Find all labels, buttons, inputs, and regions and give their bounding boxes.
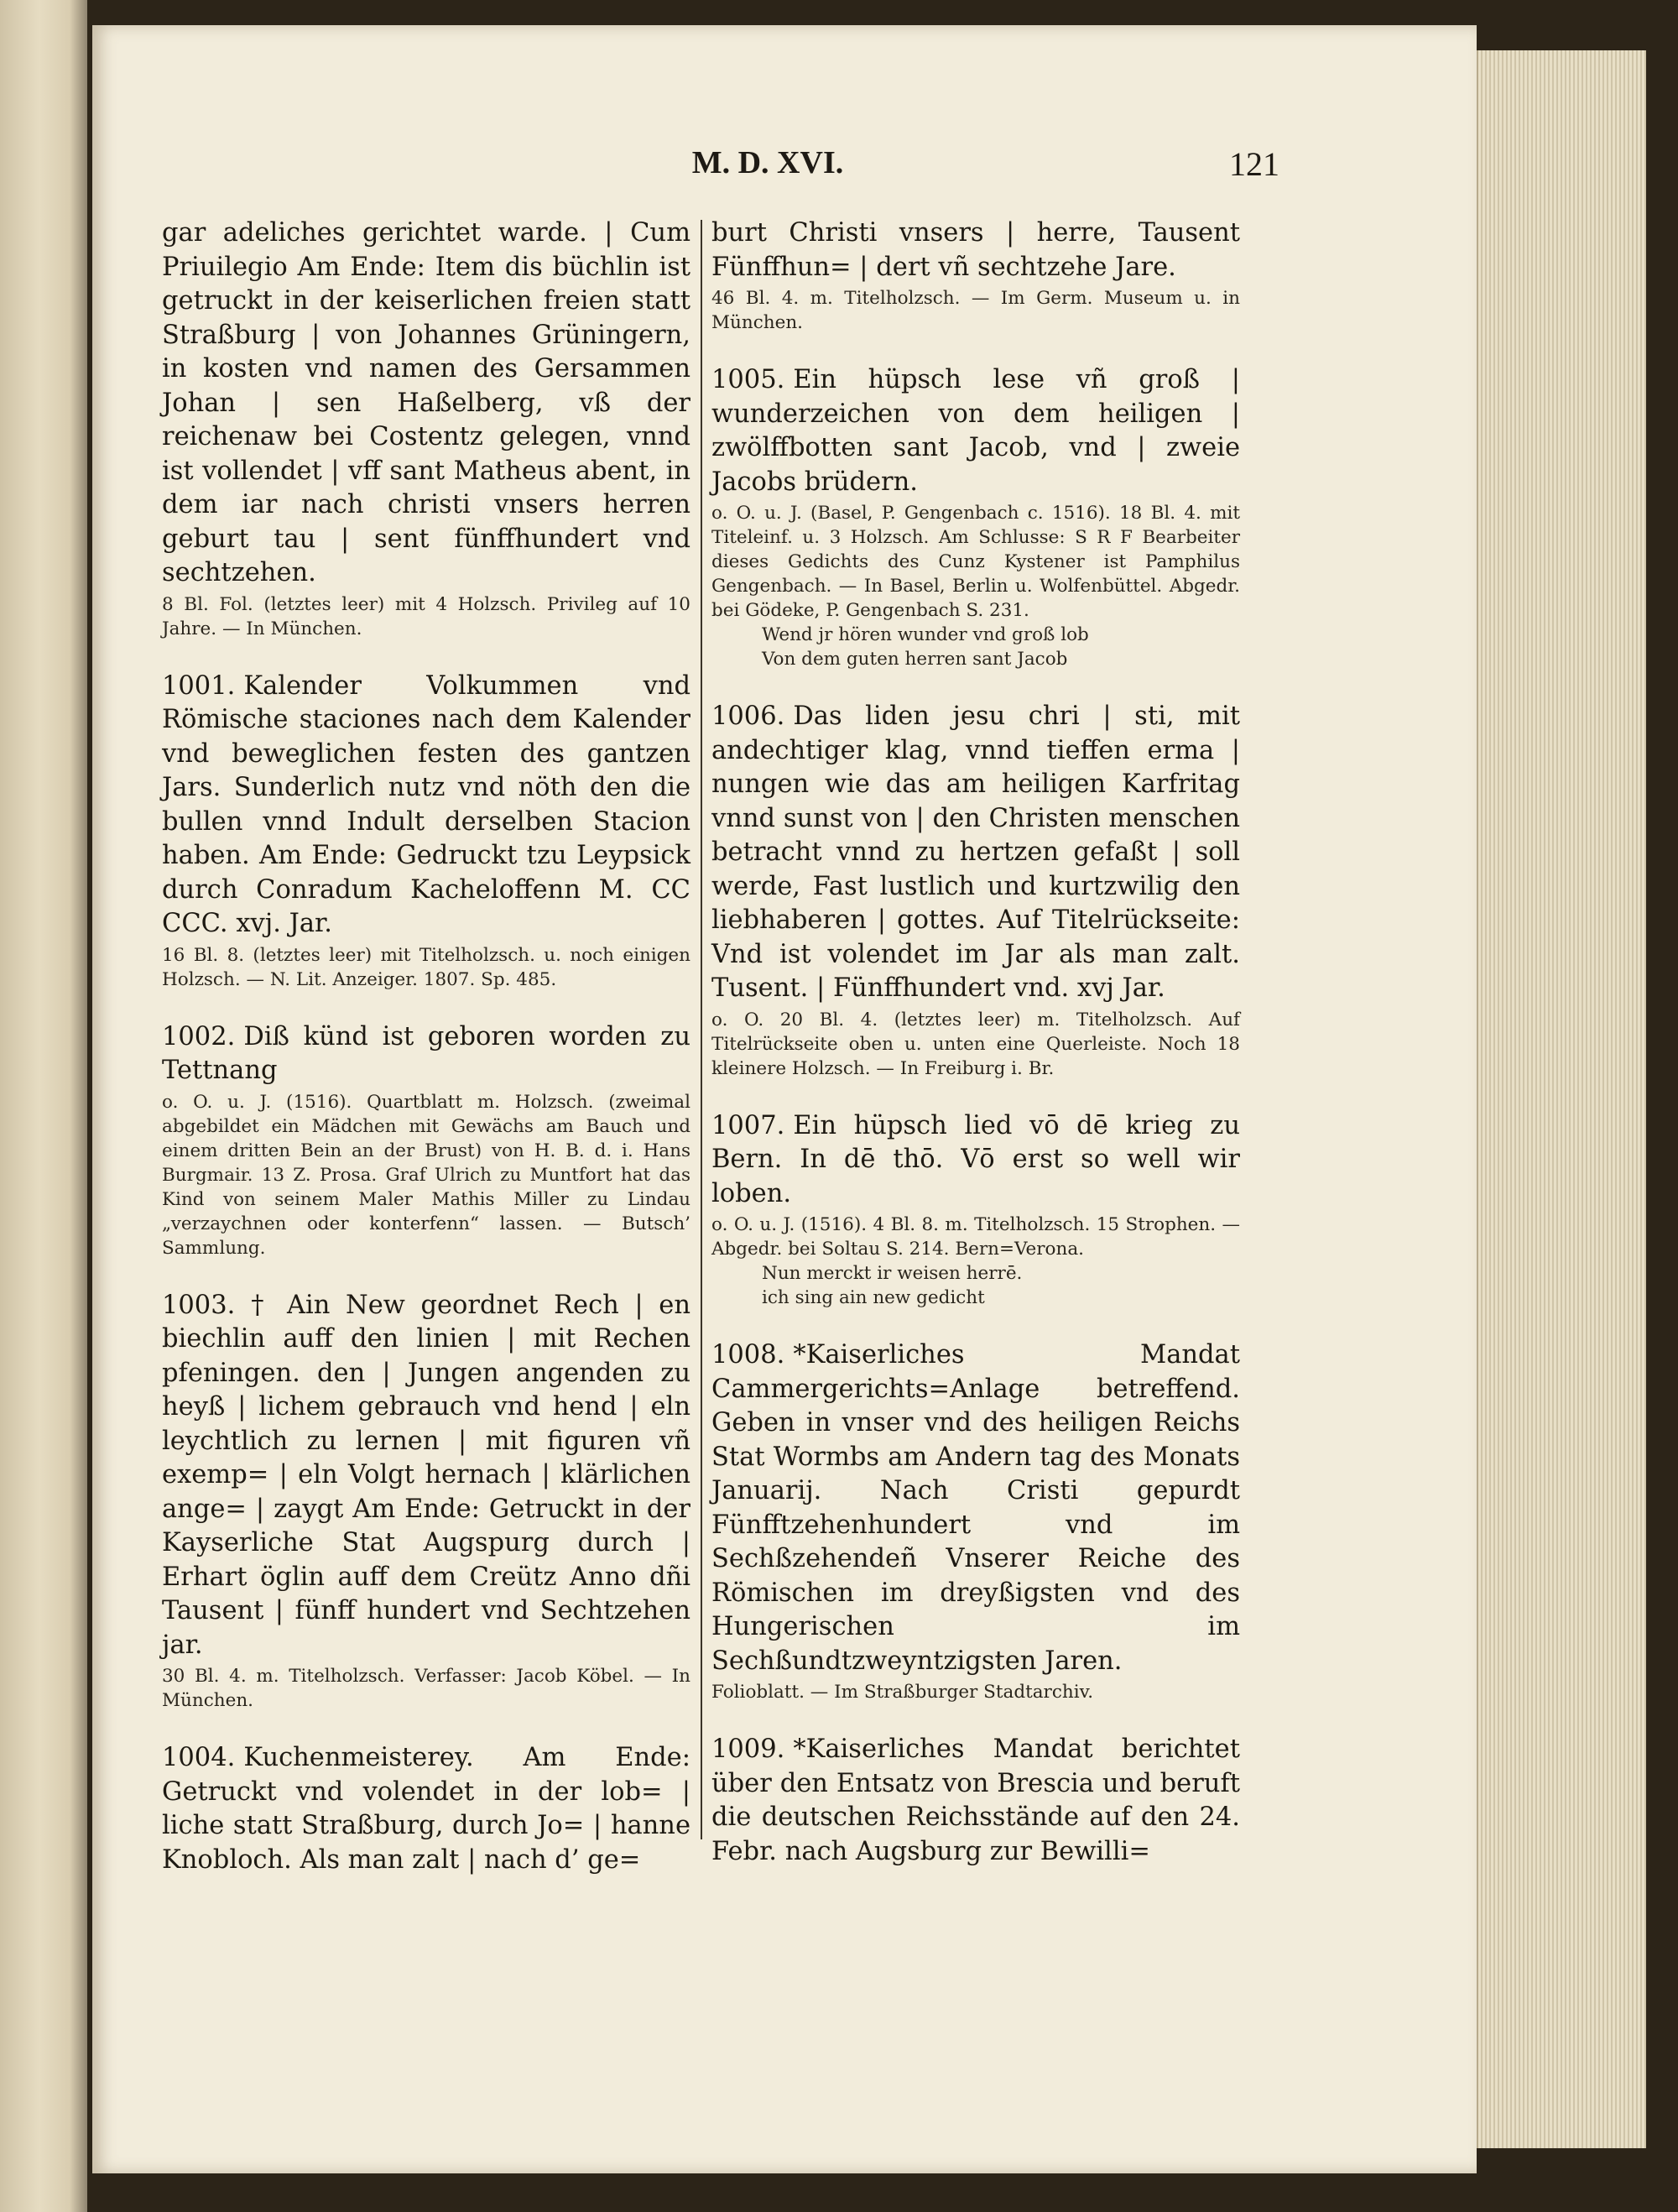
entry-note: 8 Bl. Fol. (letztes leer) mit 4 Holzsch. Privileg auf 10 Jahre. — In München. [162,593,690,639]
entry-number: 1006. [711,702,785,731]
entry-text: *Kaiserliches Mandat Cammergerichts=Anlage betreffend. Geben in vnser vnd des heiligen Reichs Stat Wormbs am Andern tag des Monats Januarij. Nach Cristi gepurdt Fünfftzehenhundert vnd im Sechßzehendeñ Vnserer Reiche des Römischen im dreyßigsten vnd des Hungerischen im Sechßundtzweyntzigsten Jaren. [711,1340,1240,1676]
entry-1004 [162,1741,690,1877]
running-title: M. D. XVI. [691,145,844,180]
entry-note: o. O. u. J. (1516). 4 Bl. 8. m. Titelholzsch. 15 Strophen. — Abgedr. bei Soltau S. 214. Bern=Verona. [711,1214,1240,1260]
entry-continued [711,217,1240,335]
entry-text: † Ain New geordnet Rech | en biechlin auff den linien | mit Rechen pfeningen. den | Jungen angenden zu heyß | lichem gebrauch vnd hend | eln leychtlich zu lernen | mit figuren vñ exemp= | eln Volgt hernach | klärlichen ange= | zaygt Am Ende: Getruckt in der Kayserliche Stat Augspurg durch | Erhart öglin auff dem Creütz Anno dñi Tausent | fünff hundert vnd Sechtzehen jar. [162,1290,690,1660]
entry-number: 1004. [162,1743,236,1772]
entry-1003 [162,1289,690,1714]
facing-page-edge [0,0,87,2212]
verse-line: Nun merckt ir weisen herrē. [762,1263,1023,1284]
entry-text: Das liden jesu chri | sti, mit andechtiger klag, vnnd tieffen erma | nungen wie das am heiligen Karfritag vnnd sunst von | den Christen menschen betracht vnnd zu hertzen gefaßt | soll werde, Fast lustlich und kurtzwilig den liebhaberen | gottes. Auf Titelrückseite: Vnd ist volendet im Jar als man zalt. Tusent. | Fünffhundert vnd. xvj Jar. [711,702,1240,1003]
entry-1009 [711,1733,1240,1869]
entry-number: 1005. [711,365,785,394]
entry-1001 [162,670,690,992]
verse-line: Von dem guten herren sant Jacob [762,649,1068,670]
left-column [162,217,690,1906]
entry-number: 1008. [711,1340,785,1369]
entry-1006 [711,700,1240,1081]
entry-text: Ein hüpsch lese vñ groß | wunderzeichen von dem heiligen | zwölffbotten sant Jacob, vnd | zweie Jacobs brüdern. [711,365,1240,497]
entry-note: o. O. u. J. (Basel, P. Gengenbach c. 1516). 18 Bl. 4. mit Titeleinf. u. 3 Holzsch. Am Schlusse: S R F Bearbeiter dieses Gedichts des Cunz Kystener ist Pamphilus Gengenbach. — In Basel, Berlin u. Wolfenbüttel. Abgedr. bei Gödeke, P. Gengenbach S. 231. [711,503,1240,621]
entry-number: 1007. [711,1110,785,1140]
entry-continued [162,217,690,641]
entry-text: gar adeliches gerichtet warde. | Cum Priuilegio Am Ende: Item dis büchlin ist getruckt in der keiserlichen freien statt Straßburg | von Johannes Grüningern, in kosten vnd namen des Gersammen Johan | sen Haßelberg, vß der reichenaw bei Costentz gelegen, vnnd ist vollendet | vff sant Matheus abent, in dem iar nach christi vnsers herren geburt tau | sent fünffhundert vnd sechtzehen. [162,218,690,587]
entry-number: 1009. [711,1735,785,1764]
entry-1005 [711,363,1240,671]
entry-note: 16 Bl. 8. (letztes leer) mit Titelholzsch. u. noch einigen Holzsch. — N. Lit. Anzeiger. 1807. Sp. 485. [162,944,690,990]
entry-1007 [711,1109,1240,1311]
column-divider [701,220,702,1839]
entry-text: Diß künd ist geboren worden zu Tettnang [162,1021,690,1085]
entry-1002 [162,1020,690,1260]
page-stack-edge [1477,50,1646,2148]
entry-number: 1001. [162,670,236,701]
entry-1008 [711,1338,1240,1704]
right-column [711,217,1240,1897]
running-header [92,144,1477,195]
entry-note: Folioblatt. — Im Straßburger Stadtarchiv. [711,1682,1094,1703]
entry-number: 1003. [162,1290,236,1320]
entry-number: 1002. [162,1021,236,1051]
entry-note: o. O. 20 Bl. 4. (letztes leer) m. Titelholzsch. Auf Titelrückseite oben u. unten eine Querleiste. Noch 18 kleinere Holzsch. — In Freiburg i. Br. [711,1009,1240,1079]
entry-note: 46 Bl. 4. m. Titelholzsch. — Im Germ. Museum u. in München. [711,288,1240,333]
entry-text: Ein hüpsch lied vō dē krieg zu Bern. In dē thō. Vō erst so well wir loben. [711,1110,1240,1208]
entry-note: o. O. u. J. (1516). Quartblatt m. Holzsch. (zweimal abgebildet ein Mädchen mit Gewächs am Bauch und einem dritten Bein an der Brust) von H. B. d. i. Hans Burgmair. 13 Z. Prosa. Graf Ulrich zu Muntfort hat das Kind von seinem Maler Mathis Miller zu Lindau „verzaychnen oder konterfenn“ lassen. — Butsch’ Sammlung. [162,1091,690,1259]
verse-line: ich sing ain new gedicht [762,1287,985,1308]
verse-line: Wend jr hören wunder vnd groß lob [762,624,1089,645]
page-number: 121 [1229,145,1279,183]
entry-text: burt Christi vnsers | herre, Tausent Fünffhun= | dert vñ sechtzehe Jare. [711,218,1240,282]
entry-note: 30 Bl. 4. m. Titelholzsch. Verfasser: Jacob Köbel. — In München. [162,1666,690,1711]
entry-text: Kuchenmeisterey. Am Ende: Getruckt vnd volendet in der lob= | liche statt Straßburg, durch Jo= | hanne Knobloch. Als man zalt | nach d’ ge= [162,1743,690,1875]
entry-text: *Kaiserliches Mandat berichtet über den Entsatz von Brescia und beruft die deutschen Reichsstände auf den 24. Febr. nach Augsburg zur Bewilli= [711,1735,1240,1866]
entry-text: Kalender Volkummen vnd Römische staciones nach dem Kalender vnd beweglichen festen des gantzen Jars. Sunderlich nutz vnd nöth den die bullen vnnd Indult derselben Stacion haben. Am Ende: Gedruckt tzu Leypsick durch Conradum Kacheloffenn M. CC CCC. xvj. Jar. [162,670,690,938]
